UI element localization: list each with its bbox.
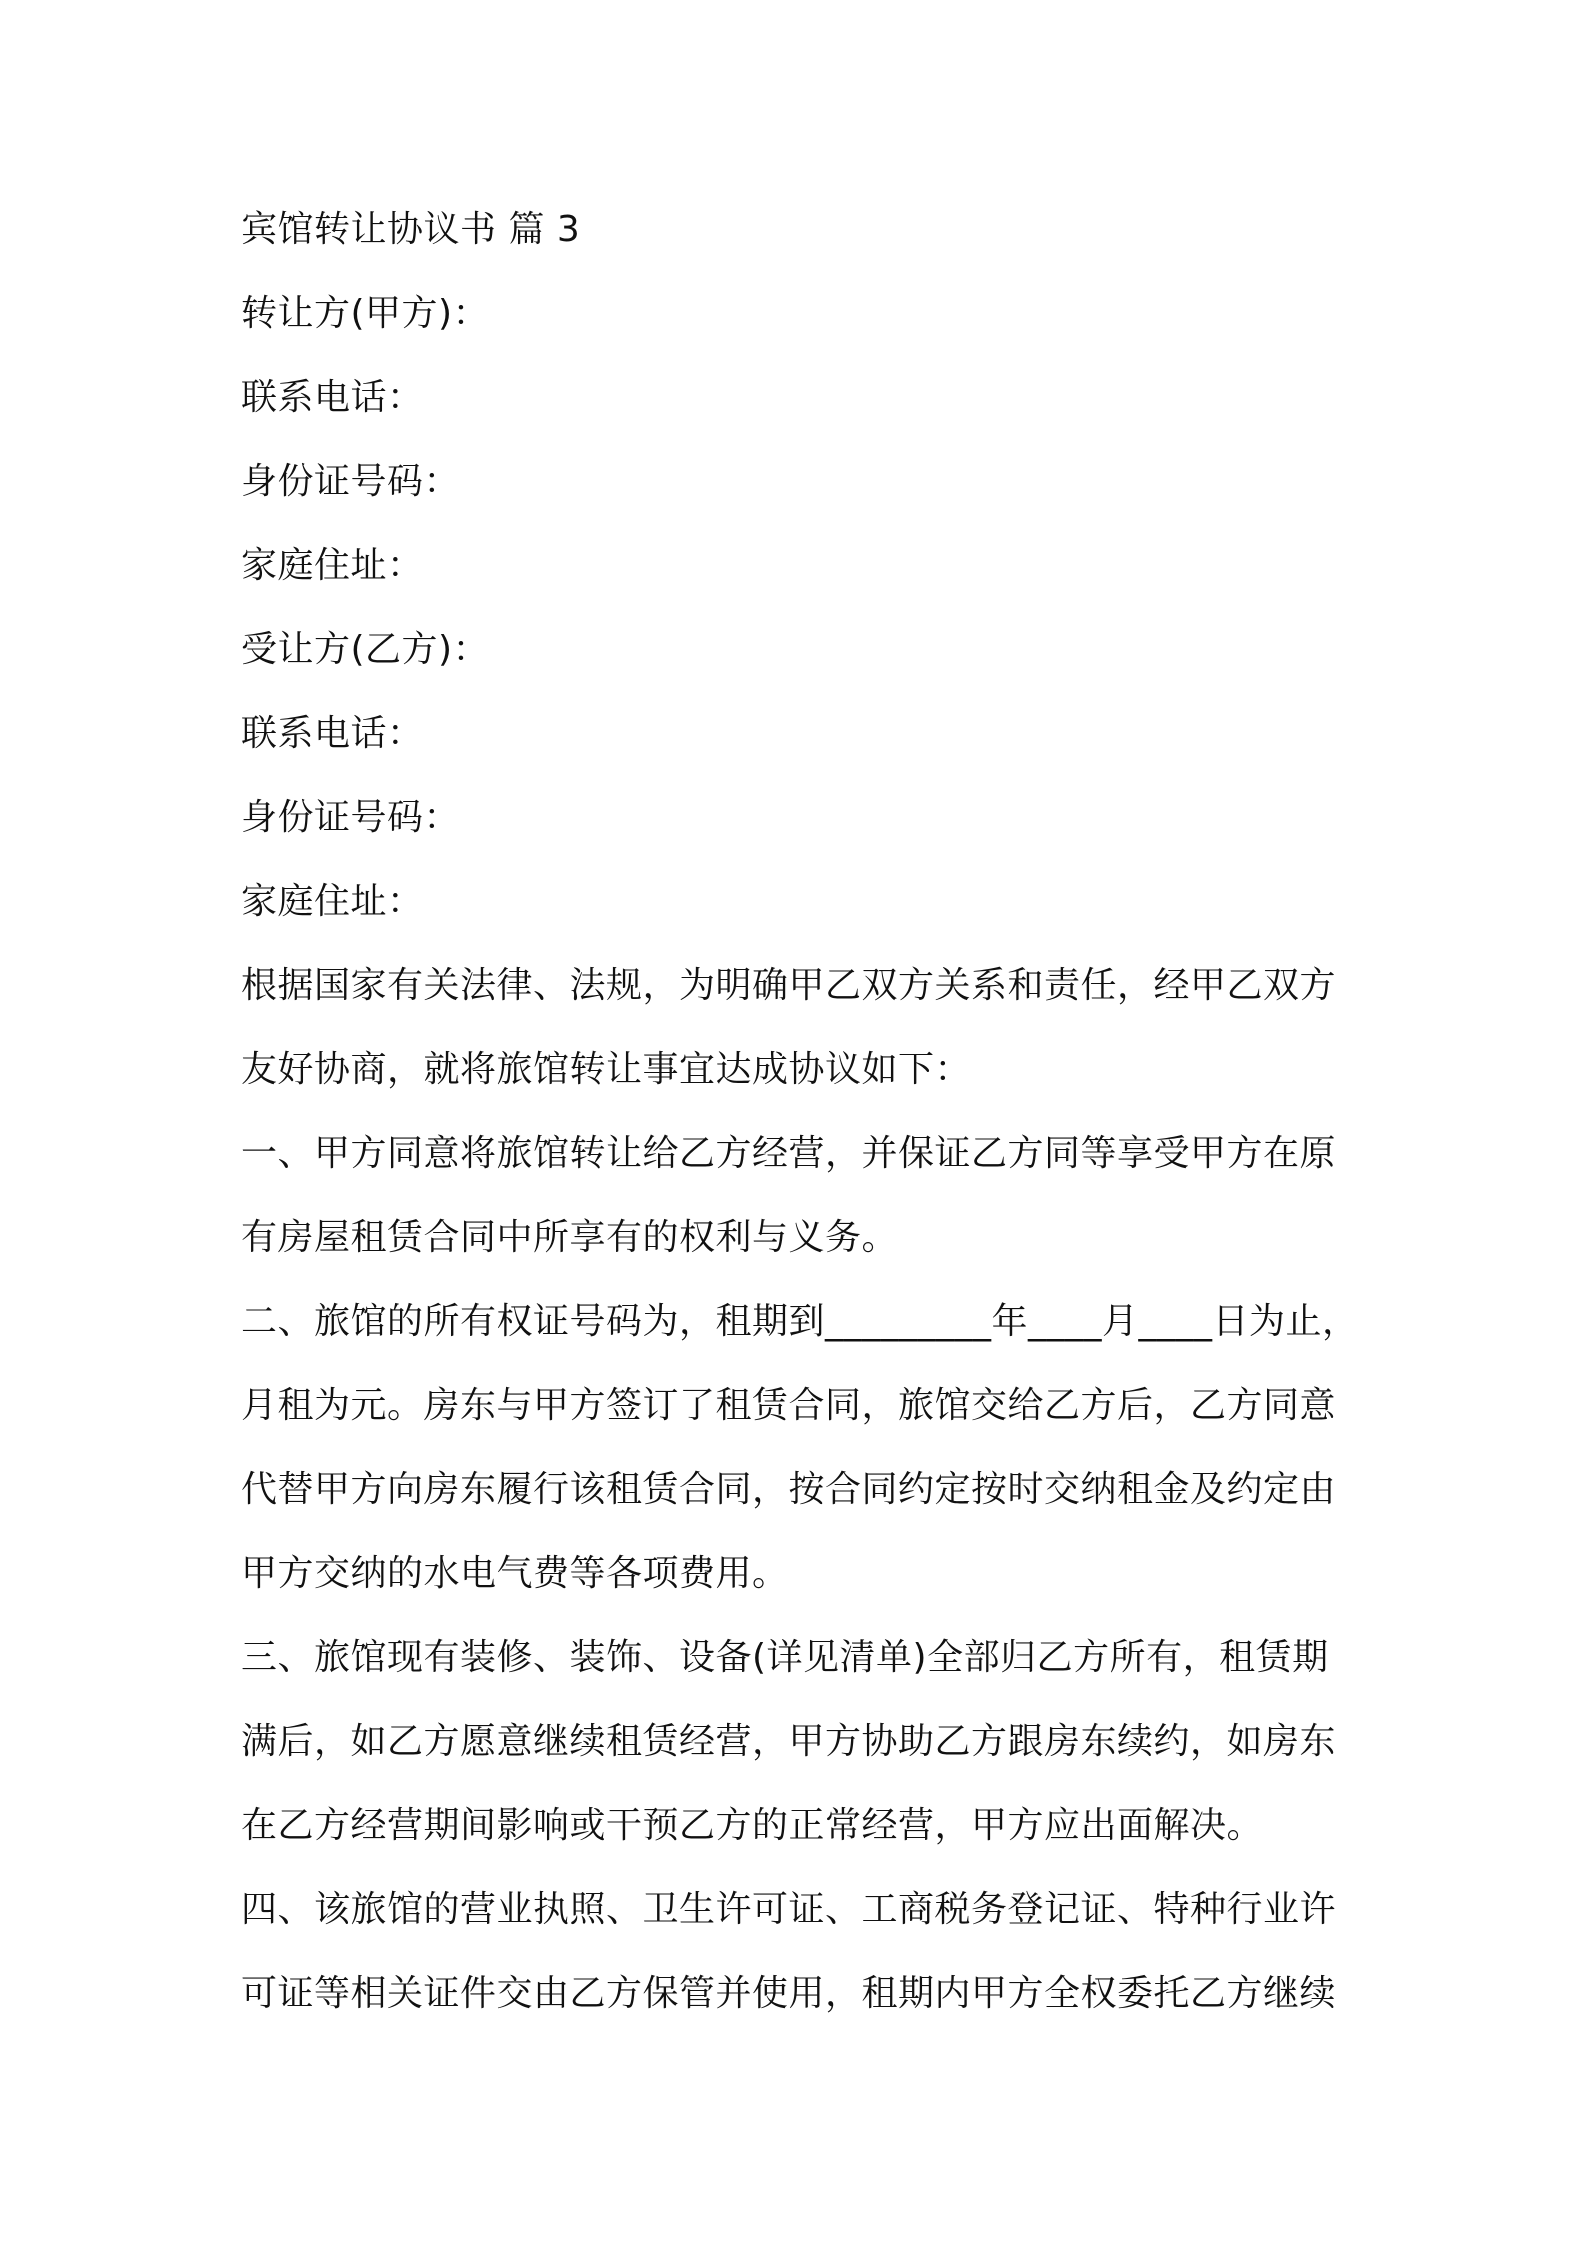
body-line: 友好协商，就将旅馆转让事宜达成协议如下：: [241, 1049, 972, 1090]
body-line: 代替甲方向房东履行该租赁合同，按合同约定按时交纳租金及约定由: [241, 1469, 1337, 1510]
body-line: 在乙方经营期间影响或干预乙方的正常经营，甲方应出面解决。: [241, 1805, 1264, 1846]
party-b-id-number: 身份证号码：: [241, 797, 461, 838]
party-b-label: 受让方(乙方)：: [241, 629, 490, 670]
party-b-phone: 联系电话：: [241, 713, 424, 754]
body-line: 满后，如乙方愿意继续租赁经营，甲方协助乙方跟房东续约，如房东: [241, 1721, 1337, 1762]
party-a-label: 转让方(甲方)：: [241, 293, 490, 334]
party-a-address: 家庭住址：: [241, 545, 424, 586]
body-line: 可证等相关证件交由乙方保管并使用，租期内甲方全权委托乙方继续: [241, 1973, 1337, 2014]
party-a-id-number: 身份证号码：: [241, 461, 461, 502]
body-line: 一、甲方同意将旅馆转让给乙方经营，并保证乙方同等享受甲方在原: [241, 1133, 1337, 1174]
body-line: 甲方交纳的水电气费等各项费用。: [241, 1553, 789, 1594]
body-line: 四、该旅馆的营业执照、卫生许可证、工商税务登记证、特种行业许: [241, 1889, 1337, 1930]
body-line: 三、旅馆现有装修、装饰、设备(详见清单)全部归乙方所有，租赁期: [241, 1637, 1329, 1678]
party-a-phone: 联系电话：: [241, 377, 424, 418]
document-title: 宾馆转让协议书 篇 3: [241, 209, 581, 250]
body-line: 根据国家有关法律、法规，为明确甲乙双方关系和责任，经甲乙双方: [241, 965, 1337, 1006]
body-line: 二、旅馆的所有权证号码为，租期到_________年____月____日为止，: [241, 1301, 1359, 1342]
party-b-address: 家庭住址：: [241, 881, 424, 922]
body-line: 月租为元。房东与甲方签订了租赁合同，旅馆交给乙方后，乙方同意: [241, 1385, 1337, 1426]
body-line: 有房屋租赁合同中所享有的权利与义务。: [241, 1217, 899, 1258]
